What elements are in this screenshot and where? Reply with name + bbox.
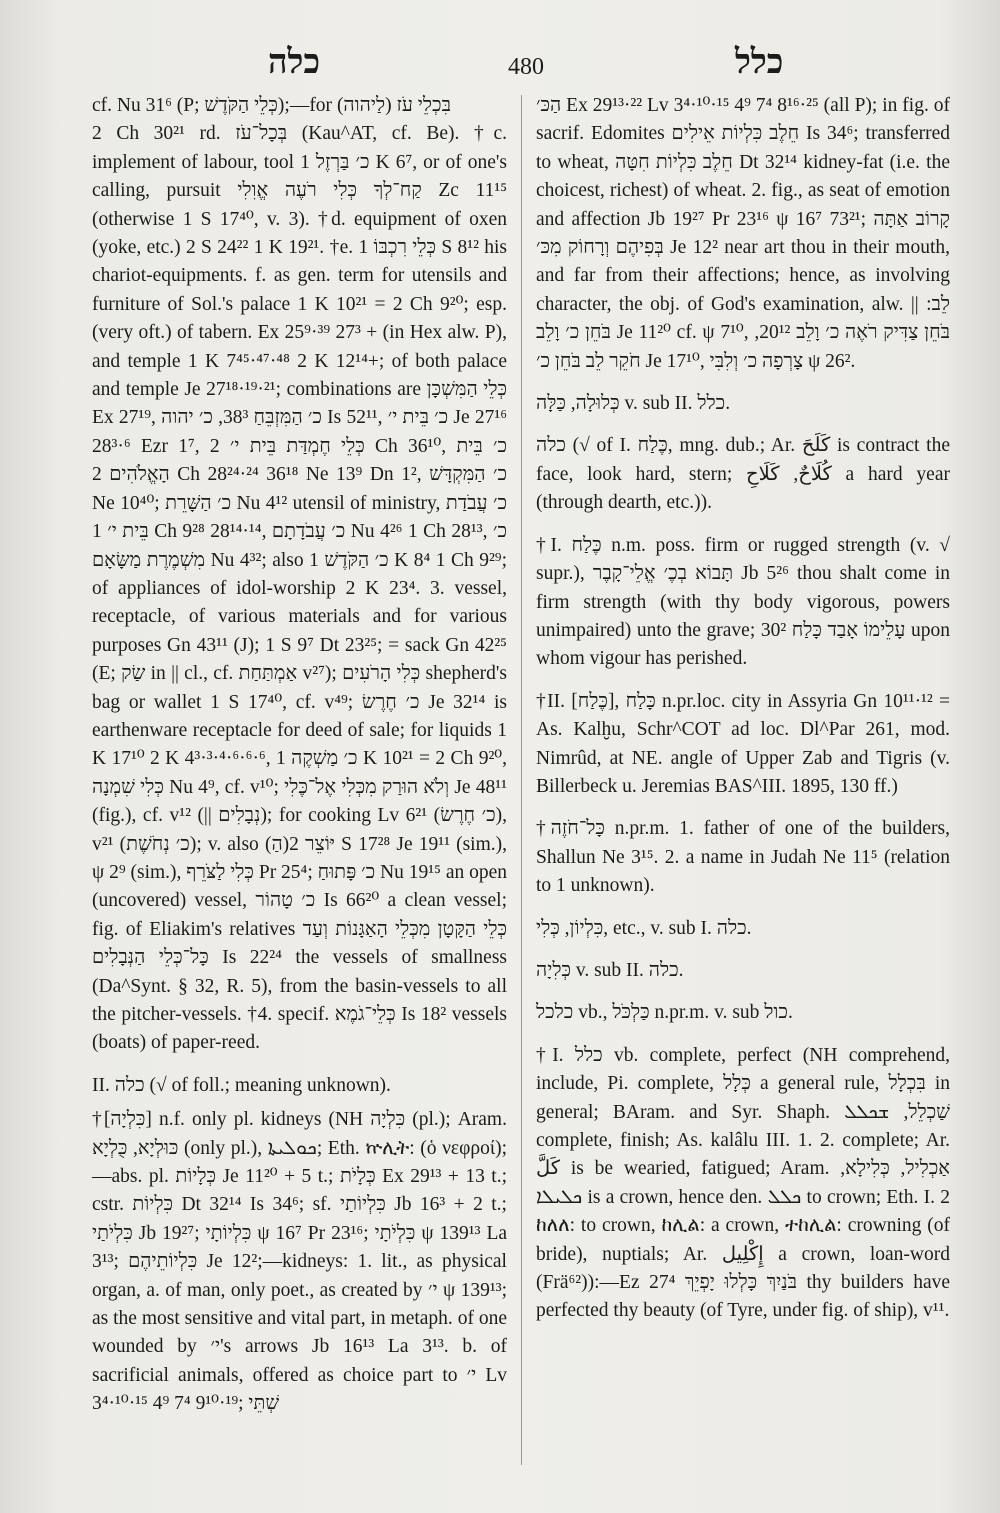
root-heading-klh: כלה (√ of I. כֶּלַח, mng. dub.; Ar. كَلَحَ is contract the face, look hard, stern; كُلَاحٌ, كَلَاحِ a hard year (through dearth, etc.)). bbox=[536, 435, 951, 514]
right-running-head: כלל bbox=[735, 42, 784, 82]
entry-kilyah: †[כִּלְיָה] n.f. only pl. kidneys (NH כִּלְיָה (pl.); Aram. כּוּלְיָא, כֻּלְיָא (only pl.), ܟܘܠܝܬܐ; Eth. ኵሊት: (ὁ νεφρoί);—abs. pl. כְּלָיוֹת Je 11²⁰ + 5 t.; כְּלָיֹת Ex 29¹³ + 13 t.; cstr. כִּלְיוֹת Dt 32¹⁴ Is 34⁶; sf. כִּלְיוֹתַי Jb 16³ + 2 t.; כִּלְיֹתַי Jb 19²⁷; כִּלְיוֹתָי ψ 16⁷ Pr 23¹⁶; כִּלְיֹתָי ψ 139¹³ La 3¹³; כִּלְיוֹתֵיהֶם Je 12²;—kidneys: 1. lit., as physical organ, a. of man, only poet., as created by י׳ ψ 139¹³; as the most sensitive and vital part, in metaph. of one wounded by י׳'s arrows Jb 16¹³ La 3¹³. b. of sacrificial animals, offered as choice part to י׳ Lv 3⁴·¹⁰·¹⁵ 4⁹ 7⁴ 9¹⁰·¹⁹; שְׁתֵּי bbox=[92, 1109, 508, 1415]
column-divider bbox=[521, 95, 522, 1465]
entry-continuation-body: 2 Ch 30²¹ rd. בְּכָל־עֹז (Kau^AT, cf. Be). †c. implement of labour, tool כ׳ בַּרְזֶל 1 K 6⁷, or of one's calling, pursuit קַח־לְךָ כְּלִי רֹעֶה אֱוִלִי Zc 11¹⁵ (otherwise 1 S 17⁴⁰, v. 3). †d. equipment of oxen (yoke, etc.) 2 S 24²² 1 K 19²¹. †e. כְּלֵי רִכְבּוֹ 1 S 8¹² his chariot-equipments. f. as gen. term for utensils and furniture of Sol.'s palace 1 K 10²¹ = 2 Ch 9²⁰; esp. (very oft.) of tabern. Ex 25⁹·³⁹ 27³ + (in Hex alw. P), and temple 1 K 7⁴⁵·⁴⁷·⁴⁸ 2 K 12¹⁴+; of both palace and temple Je 27¹⁸·¹⁹·²¹; combinations are כְּלֵי הַמִּשְׁכָּן Ex 27¹⁹, כ׳ הַמִּזְבֵּחַ 38³, כ׳ יהוה Is 52¹¹, כ׳ בֵּית י׳ Je 27¹⁶ 28³·⁶ Ezr 1⁷, כְּלֵי חֶמְדַּת בֵּית י׳ 2 Ch 36¹⁰, כ׳ בֵּית הָאֱלֹהִים 2 Ch 28²⁴·²⁴ 36¹⁸ Ne 13⁹ Dn 1², כ׳ הַמִּקְדָּשׁ Ne 10⁴⁰; כ׳ הַשָּׁרֵת Nu 4¹² utensil of ministry, כ׳ עֲבֹדַת בֵּית י׳ 1 Ch 9²⁸ 28¹⁴·¹⁴, כ׳ עֲבֹדָתָם Nu 4²⁶ 1 Ch 28¹³, כ׳ מִשְׁמֶרֶת מַשָּׂאָם Nu 4³²; also כ׳ הַקֹּדֶשׁ 1 K 8⁴ 1 Ch 9²⁹; of appliances of idol-worship 2 K 23⁴. 3. vessel, receptacle, of various materials and for various purposes Gn 43¹¹ (J); 1 S 9⁷ Dt 23²⁵; = sack Gn 42²⁵ (E; שַׂק in || cl., cf. אַמְתַּחַת v²⁷); כְּלִי הָרֹעִים shepherd's bag or wallet 1 S 17⁴⁰, cf. v⁴⁹; כ׳ חֶרֶשׂ Je 32¹⁴ is earthenware receptacle for deed of sale; for liquids 1 K 17¹⁰ 2 K 4³·³·⁴·⁶·⁶·⁶, כ׳ מַשְׁקֶה 1 K 10²¹ = 2 Ch 9²⁰, כְּלִי שִׁמְנָה Nu 4⁹, cf. v¹⁰; וְלֹא הוּרַק מִכְּלִי אֶל־כֶּלִי Je 48¹¹ (fig.), cf. v¹² (|| נְבָלִים); for cooking Lv 6²¹ (כ׳ חֶרֶשׂ), v²¹ (כ׳ נְחֹשֶׁת); v. also (הַ)יּוֹצֵר 2 S 17²⁸ Je 19¹¹ (sim.), ψ 2⁹ (sim.), כְּלִי לַצֹּרֵף Pr 25⁴; כ׳ פָּתוּחַ Nu 19¹⁵ an open (uncovered) vessel, כ׳ טָהוֹר Is 66²⁰ a clean vessel; fig. of Eliakim's relatives כְּלֵי הַקָּטָן מִכְּלֵי הָאַגָּנוֹת וְעַד כָּל־כְּלֵי הַנְּבָלִים Is 22²⁴ the vessels of smallness (Da^Synt. § 32, R. 5), from the basin-vessels to all the pitcher-vessels. †4. specif. כְּלֵי־גֹמֶא Is 18² vessels (boats) of paper-reed. bbox=[92, 123, 508, 1054]
entry-kelah-ii: †II. [כֶּלַח], כָּלַח n.pr.loc. city in Assyria Gn 10¹¹·¹² = As. Kalḫu, Schr^COT ad loc. Dl^Par 261, mod. Nimrûd, at NE. angle of Upper Zab and Tigris (v. Billerbeck u. Jeremias BAS^III. 1895, 130 ff.) bbox=[536, 690, 950, 797]
cross-reference-kelulah: כְּלוּלָה, כַּלָּה v. sub II. כלל. bbox=[536, 393, 731, 415]
page-number: 480 bbox=[508, 54, 544, 80]
cross-reference-keliyah: כְּלִיָה v. sub II. כלה. bbox=[536, 959, 684, 981]
right-column bbox=[536, 92, 950, 1332]
left-column bbox=[92, 92, 507, 1419]
root-heading-ii-klh: II. כלה (√ of foll.; meaning unknown). bbox=[92, 1074, 391, 1096]
entry-kol-hozeh: †כָּל־חֹזֶה n.pr.m. 1. father of one of the builders, Shallun Ne 3¹⁵. 2. a name in Judah Ne 11⁵ (relation to 1 unknown). bbox=[536, 818, 950, 897]
cross-reference-kilyon: כִּלְיוֹן, כְּלִי, etc., v. sub I. כלה. bbox=[536, 917, 752, 939]
entry-continuation-first-line: cf. Nu 31⁶ (P; כְּלֵי הַקֹּדֶשׁ);—for בִּכְלֵי עֹז (לַיהוה) bbox=[92, 95, 451, 116]
entry-kelah-i: †I. כֶּלַח n.m. poss. firm or rugged strength (v. √ supr.), תָּבוֹא בְכֶ׳ אֱלֵי־קָבֶר Jb 5²⁶ thou shalt come in firm strength (with thy body vigorous, powers unimpaired) unto the grave; עָלֵימוֹ אָבַד כָּלַח 30² upon whom vigour has perished. bbox=[536, 534, 951, 670]
entry-kalal-i: †I. כלל vb. complete, perfect (NH comprehend, include, Pi. complete, כְּלָל a general rule, בִּכְלָל in general; BAram. and Syr. Shaph. שַׁכְלֵל, ܫܟܠܠ complete, finish; As. kalâlu III. 1. 2. complete; Ar. كَلَّ is be wearied, fatigued; Aram. אַכְלִיל, כְּלִילָא, ܟܠܝܠܐ is a crown, hence den. ܟܠܠ to crown; Eth. I. 2 ከለለ: to crown, ከሊል: a crown, ተከሊል: crowning (of bride), nuptials; Ar. إِكْلِيل a crown, loan-word (Frä⁶²)):—Ez 27⁴ בֹּנַיִךְ כָּלְלוּ יָפְיֵךְ thy builders have perfected thy beauty (of Tyre, under fig. of ship), v¹¹. bbox=[536, 1044, 951, 1322]
cross-reference-kilkel: כלכל vb., כַּלְכֹּל n.pr.m. v. sub כול. bbox=[536, 1002, 793, 1024]
entry-kilyah-continuation: הַכּ׳ Ex 29¹³·²² Lv 3⁴·¹⁰·¹⁵ 4⁹ 7⁴ 8¹⁶·²⁵ (all P); in fig. of sacrif. Edomites חֵלֶב כִּלְיוֹת אֵילִים Is 34⁶; transferred to wheat, חֵלֶב כִּלְיוֹת חִטָּה Dt 32¹⁴ kidney-fat (i.e. the choicest, richest) of wheat. 2. fig., as seat of emotion and affection Jb 19²⁷ Pr 23¹⁶ ψ 16⁷ 73²¹; קָרוֹב אַתָּה בְּפִיהֶם וְרָחוֹק מִכּ׳ Je 12² near art thou in their mouth, and far from their affections; hence, as involving character, the obj. of God's examination, alw. || לֵב: בֹּחֵן כ׳ וָלֵב Je 11²⁰ cf. ψ 7¹⁰, בֹּחֵן צַדִּיק רֹאֶה כ׳ וָלֵב 20¹², חֹקֵר לֵב בֹּחֵן כ׳ Je 17¹⁰, צָרְפָה כ׳ וְלִבִּי ψ 26². bbox=[536, 95, 951, 372]
left-running-head: כלה bbox=[268, 42, 321, 82]
